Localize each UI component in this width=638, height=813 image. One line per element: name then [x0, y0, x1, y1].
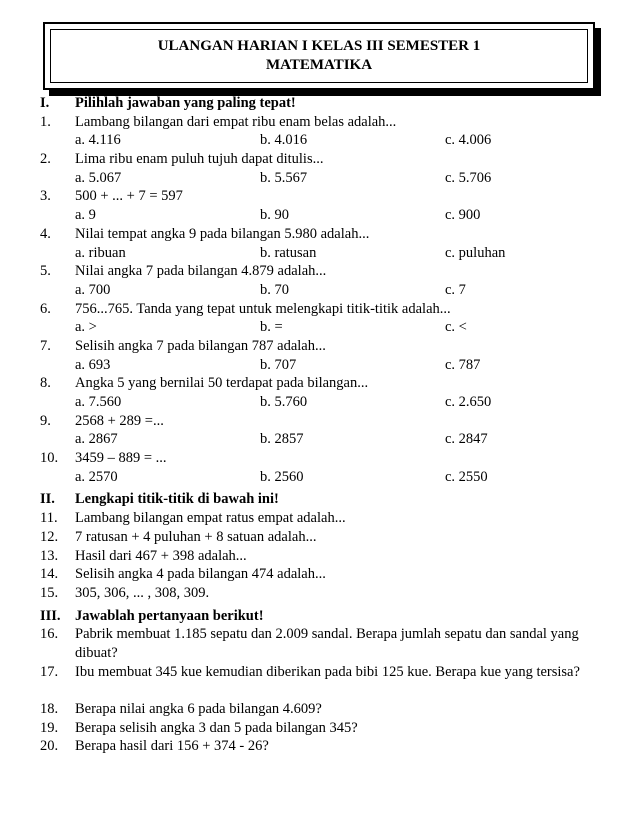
option-a: a. 700 [75, 281, 111, 298]
worksheet-content [40, 94, 620, 756]
question-number: 5. [40, 263, 51, 280]
answer-options [40, 318, 620, 337]
option-c: c. 7 [445, 281, 466, 298]
question-text: Selisih angka 7 pada bilangan 787 adalah... [75, 337, 326, 354]
section-3-heading [40, 607, 620, 626]
option-a: a. 693 [75, 356, 111, 373]
item-text: 7 ratusan + 4 puluhan + 8 satuan adalah... [75, 528, 317, 545]
fill-in-item [40, 584, 620, 603]
answer-options [40, 169, 620, 188]
section-number: I. [40, 95, 50, 111]
option-b: b. = [260, 319, 283, 336]
question-number: 3. [40, 188, 51, 205]
section-title: Pilihlah jawaban yang paling tepat! [75, 95, 296, 111]
item-text: Selisih angka 4 pada bilangan 474 adalah... [75, 566, 326, 583]
option-c: c. 787 [445, 356, 481, 373]
option-c: c. 4.006 [445, 132, 492, 149]
fill-in-item [40, 509, 620, 528]
question-row [40, 374, 620, 393]
question-number: 4. [40, 225, 51, 242]
option-b: b. 5.760 [260, 394, 308, 410]
question-row [40, 337, 620, 356]
question-text: Angka 5 yang bernilai 50 terdapat pada bilangan... [75, 375, 369, 392]
essay-list [40, 625, 620, 756]
question-number: 9. [40, 412, 51, 429]
option-b: b. 2857 [260, 431, 304, 448]
option-a: a. ribuan [75, 244, 126, 261]
essay-item [40, 700, 620, 719]
item-text: Berapa selisih angka 3 dan 5 pada bilangan 345? [75, 719, 358, 736]
question-text: 2568 + 289 =... [75, 412, 164, 429]
option-b: b. 70 [260, 281, 289, 298]
title-box [43, 22, 595, 90]
section-title: Lengkapi titik-titik di bawah ini! [75, 491, 279, 508]
section-number: III. [40, 607, 61, 624]
fill-in-item [40, 528, 620, 547]
fill-in-list [40, 509, 620, 602]
option-a: a. 5.067 [75, 169, 122, 186]
item-number: 15. [40, 584, 59, 601]
title-line-1: ULANGAN HARIAN I KELAS III SEMESTER 1 [157, 38, 481, 54]
question-number: 10. [40, 450, 59, 467]
item-number: 19. [40, 719, 59, 736]
item-number: 11. [40, 510, 58, 527]
question-text: Lima ribu enam puluh tujuh dapat ditulis... [75, 151, 324, 168]
title-box-inner [50, 29, 588, 83]
answer-options [40, 131, 620, 150]
section-1-heading [40, 94, 620, 113]
item-number: 20. [40, 738, 59, 755]
question-row [40, 225, 620, 244]
option-a: a. 4.116 [75, 132, 121, 149]
item-text: Hasil dari 467 + 398 adalah... [75, 547, 247, 564]
item-text: Ibu membuat 345 kue kemudian diberikan pada bibi 125 kue. Berapa kue yang tersisa? [75, 663, 580, 680]
option-c: c. < [445, 319, 467, 336]
item-text: Berapa nilai angka 6 pada bilangan 4.609? [75, 701, 322, 718]
question-number: 1. [40, 113, 51, 130]
option-c: c. 2550 [445, 468, 488, 485]
item-number: 12. [40, 528, 59, 545]
essay-item [40, 719, 620, 738]
option-b: b. 90 [260, 207, 289, 224]
question-row [40, 412, 620, 431]
option-b: b. ratusan [260, 244, 317, 261]
question-row [40, 150, 620, 169]
option-c: c. 2847 [445, 431, 488, 448]
section-title: Jawablah pertanyaan berikut! [75, 607, 264, 624]
option-a: a. 2570 [75, 468, 118, 485]
option-b: b. 4.016 [260, 132, 308, 149]
fill-in-item [40, 547, 620, 566]
option-c: c. 5.706 [445, 169, 492, 186]
option-a: a. 9 [75, 207, 96, 224]
question-number: 6. [40, 300, 51, 317]
section-number: II. [40, 491, 55, 508]
option-a: a. 7.560 [75, 394, 122, 410]
essay-item [40, 663, 620, 700]
question-row [40, 300, 620, 319]
option-a: a. > [75, 319, 97, 336]
multiple-choice-list [40, 113, 620, 487]
answer-options [40, 468, 620, 487]
answer-options [40, 430, 620, 449]
item-text: 305, 306, ... , 308, 309. [75, 584, 210, 601]
answer-options [40, 206, 620, 225]
fill-in-item [40, 565, 620, 584]
question-text: 756...765. Tanda yang tepat untuk melengkapi titik-titik adalah... [75, 300, 451, 317]
option-b: b. 2560 [260, 468, 304, 485]
option-b: b. 707 [260, 356, 297, 373]
essay-item [40, 737, 620, 756]
question-number: 7. [40, 337, 51, 354]
question-text: Lambang bilangan dari empat ribu enam belas adalah... [75, 113, 397, 130]
option-c: c. puluhan [445, 244, 506, 261]
question-row [40, 187, 620, 206]
question-text: Nilai angka 7 pada bilangan 4.879 adalah... [75, 263, 327, 280]
option-c: c. 900 [445, 207, 481, 224]
item-number: 13. [40, 547, 59, 564]
title-line-2: MATEMATIKA [265, 57, 373, 73]
item-text: Pabrik membuat 1.185 sepatu dan 2.009 sandal. Berapa jumlah sepatu dan sandal yang dibuat? [75, 626, 579, 661]
answer-options [40, 356, 620, 375]
question-text: 3459 – 889 = ... [75, 450, 167, 467]
answer-options [40, 281, 620, 300]
section-2-heading [40, 490, 620, 509]
option-c: c. 2.650 [445, 394, 492, 410]
item-text: Berapa hasil dari 156 + 374 - 26? [75, 738, 269, 755]
answer-options [40, 393, 620, 412]
question-text: Nilai tempat angka 9 pada bilangan 5.980 adalah... [75, 225, 370, 242]
question-number: 2. [40, 151, 51, 168]
item-number: 16. [40, 626, 59, 643]
question-row [40, 262, 620, 281]
question-text: 500 + ... + 7 = 597 [75, 188, 183, 205]
option-b: b. 5.567 [260, 169, 308, 186]
item-number: 17. [40, 663, 59, 680]
question-row [40, 449, 620, 468]
option-a: a. 2867 [75, 431, 118, 448]
item-number: 18. [40, 701, 59, 718]
essay-item [40, 625, 620, 662]
item-number: 14. [40, 566, 59, 583]
item-text: Lambang bilangan empat ratus empat adalah... [75, 510, 346, 527]
answer-options [40, 244, 620, 263]
question-number: 8. [40, 375, 51, 392]
question-row [40, 113, 620, 132]
